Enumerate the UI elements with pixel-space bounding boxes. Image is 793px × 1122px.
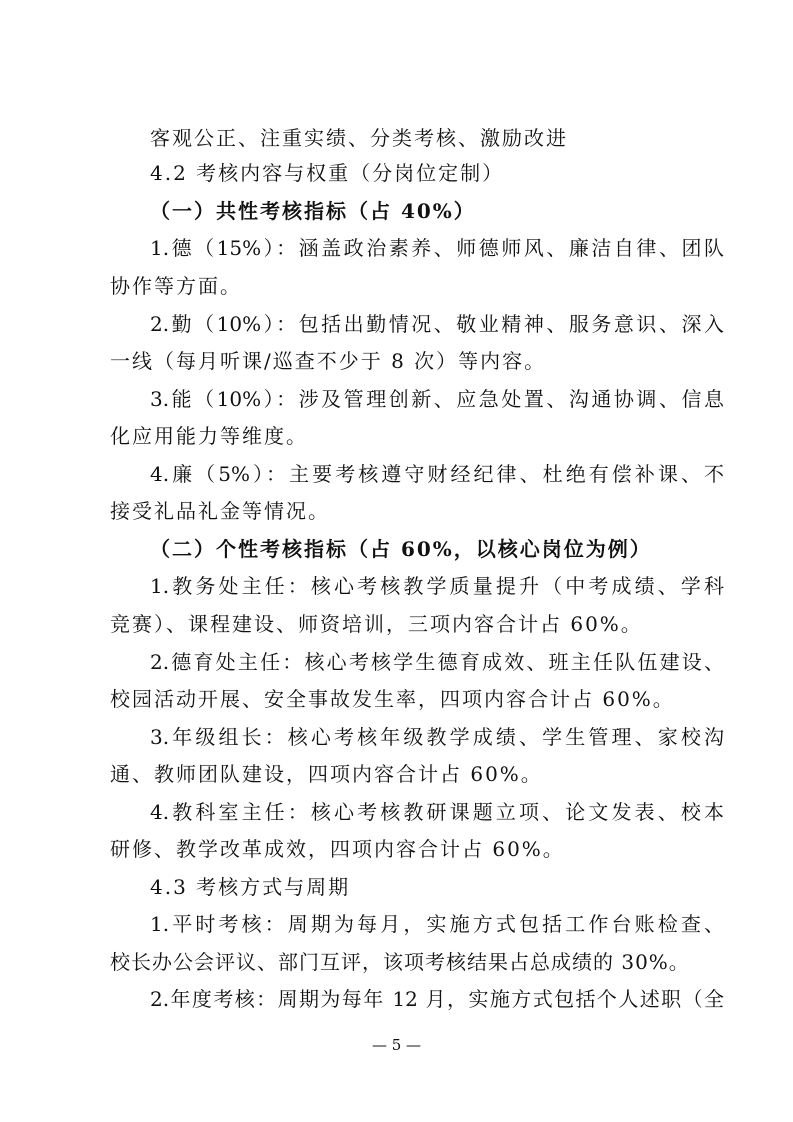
subsection-heading: （二）个性考核指标（占 60%，以核心岗位为例） xyxy=(150,537,652,561)
page-number: — 5 — xyxy=(371,1036,422,1054)
text-line: 1.平时考核：周期为每月，实施方式包括工作台账检查、 xyxy=(150,912,724,936)
text-line: 1.德（15%）：涵盖政治素养、师德师风、廉洁自律、团队 xyxy=(150,236,724,260)
section-heading: 4.3 考核方式与周期 xyxy=(150,875,351,899)
text-line: 校长办公会评议、部门互评，该项考核结果占总成绩的 30%。 xyxy=(110,950,690,974)
text-line: 客观公正、注重实绩、分类考核、激励改进 xyxy=(150,126,568,150)
text-line: 4.廉（5%）：主要考核遵守财经纪律、杜绝有偿补课、不 xyxy=(150,462,724,486)
text-line: 一线（每月听课/巡查不少于 8 次）等内容。 xyxy=(110,349,547,373)
text-line: 研修、教学改革成效，四项内容合计占 60%。 xyxy=(110,837,565,861)
text-line: 2.勤（10%）：包括出勤情况、敬业精神、服务意识、深入 xyxy=(150,312,724,336)
section-heading: 4.2 考核内容与权重（分岗位定制） xyxy=(150,161,505,185)
text-line: 2.德育处主任：核心考核学生德育成效、班主任队伍建设、 xyxy=(150,650,724,674)
text-line: 3.年级组长：核心考核年级教学成绩、学生管理、家校沟 xyxy=(150,725,724,749)
text-line: 3.能（10%）：涉及管理创新、应急处置、沟通协调、信息 xyxy=(150,387,724,411)
text-line: 1.教务处主任：核心考核教学质量提升（中考成绩、学科 xyxy=(150,574,724,598)
text-line: 接受礼品礼金等情况。 xyxy=(110,499,330,523)
text-line: 校园活动开展、安全事故发生率，四项内容合计占 60%。 xyxy=(110,687,675,711)
text-line: 竞赛）、课程建设、师资培训，三项内容合计占 60%。 xyxy=(110,612,643,636)
text-line: 4.教科室主任：核心考核教研课题立项、论文发表、校本 xyxy=(150,800,724,824)
text-line: 协作等方面。 xyxy=(110,274,242,298)
text-line: 2.年度考核：周期为每年 12 月，实施方式包括个人述职（全 xyxy=(150,987,724,1011)
subsection-heading: （一）共性考核指标（占 40%） xyxy=(150,199,476,223)
text-line: 化应用能力等维度。 xyxy=(110,424,308,448)
text-line: 通、教师团队建设，四项内容合计占 60%。 xyxy=(110,762,543,786)
